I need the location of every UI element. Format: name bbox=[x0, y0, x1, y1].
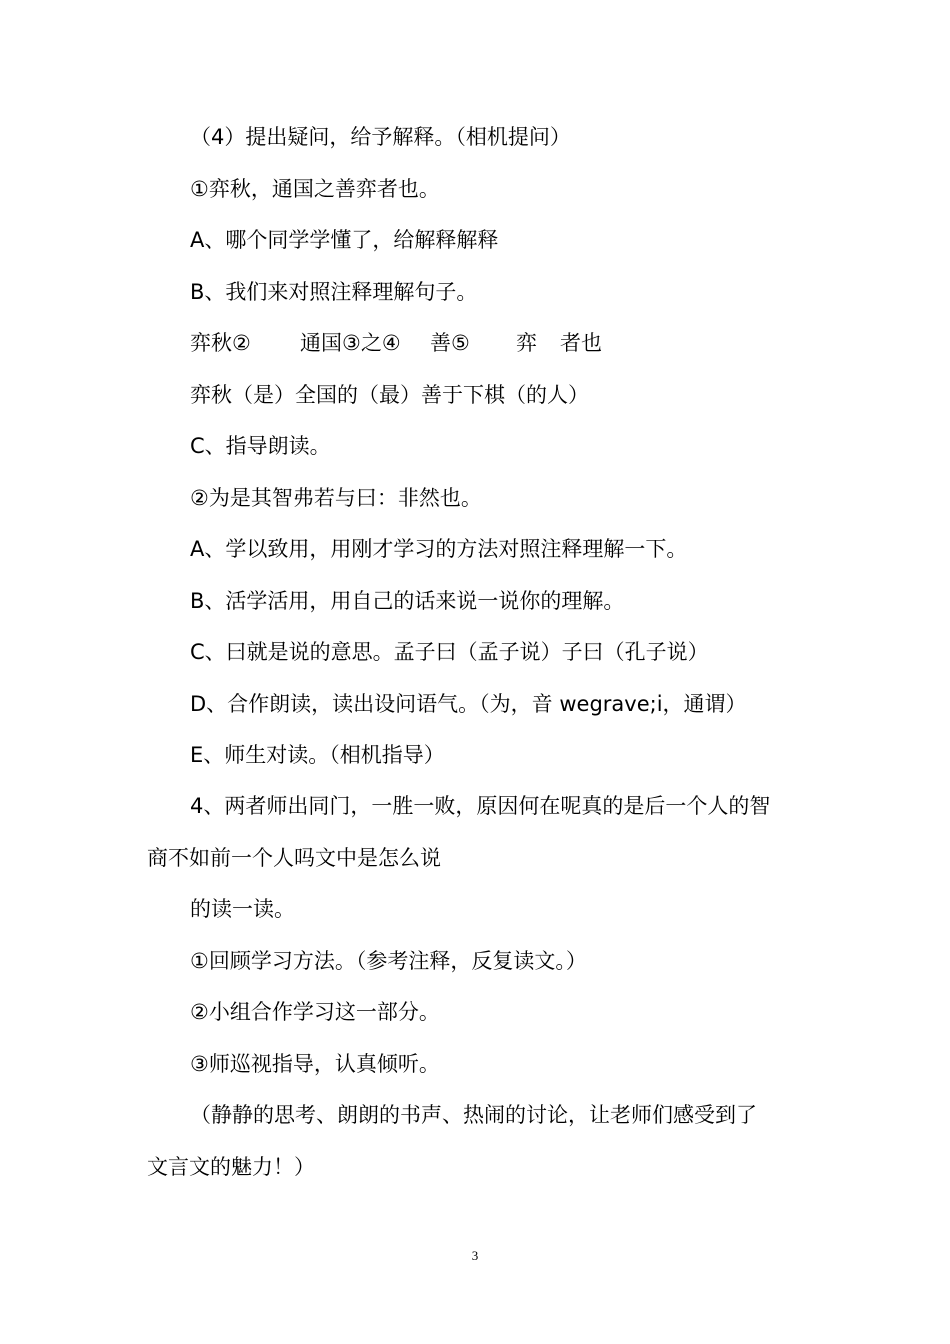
annotated-word: 弈 bbox=[516, 331, 537, 355]
paragraph-line: E、师生对读。（相机指导） bbox=[190, 743, 445, 767]
paragraph-line: D、合作朗读，读出设问语气。（为，音 wegrave;i，通谓） bbox=[190, 692, 747, 716]
annotated-word: 通国③之④ bbox=[300, 331, 401, 355]
paragraph-line: C、指导朗读。 bbox=[190, 434, 331, 458]
paragraph-line: B、我们来对照注释理解句子。 bbox=[190, 280, 478, 304]
annotated-word: 善⑤ bbox=[430, 331, 470, 355]
paragraph-line: ②为是其智弗若与曰：非然也。 bbox=[190, 486, 482, 510]
paragraph-line: C、曰就是说的意思。孟子曰（孟子说）子曰（孔子说） bbox=[190, 640, 709, 664]
paragraph-line: 商不如前一个人吗文中是怎么说 bbox=[147, 846, 441, 870]
paragraph-line: ③师巡视指导，认真倾听。 bbox=[190, 1052, 440, 1076]
paragraph-line: 弈秋（是）全国的（最）善于下棋（的人） bbox=[190, 383, 589, 407]
annotated-word: 者也 bbox=[560, 331, 602, 355]
page-number: 3 bbox=[471, 1248, 479, 1263]
paragraph-line: ①回顾学习方法。（参考注释，反复读文。） bbox=[190, 949, 587, 973]
paragraph-line: 文言文的魅力！） bbox=[147, 1155, 315, 1179]
annotated-word: 弈秋② bbox=[190, 331, 251, 355]
paragraph-line: A、学以致用，用刚才学习的方法对照注释理解一下。 bbox=[190, 537, 688, 561]
paragraph-line: 的读一读。 bbox=[190, 897, 295, 921]
paragraph-line: （静静的思考、朗朗的书声、热闹的讨论，让老师们感受到了 bbox=[190, 1103, 757, 1127]
paragraph-line: （4）提出疑问，给予解释。（相机提问） bbox=[190, 125, 571, 149]
paragraph-line: ①弈秋，通国之善弈者也。 bbox=[190, 177, 440, 201]
annotated-sentence bbox=[190, 329, 650, 357]
paragraph-line: B、活学活用，用自己的话来说一说你的理解。 bbox=[190, 589, 625, 613]
paragraph-line: A、哪个同学学懂了，给解释解释 bbox=[190, 228, 499, 252]
paragraph-line: ②小组合作学习这一部分。 bbox=[190, 1000, 440, 1024]
paragraph-line: 4、两者师出同门，一胜一败，原因何在呢真的是后一个人的智 bbox=[190, 794, 771, 818]
